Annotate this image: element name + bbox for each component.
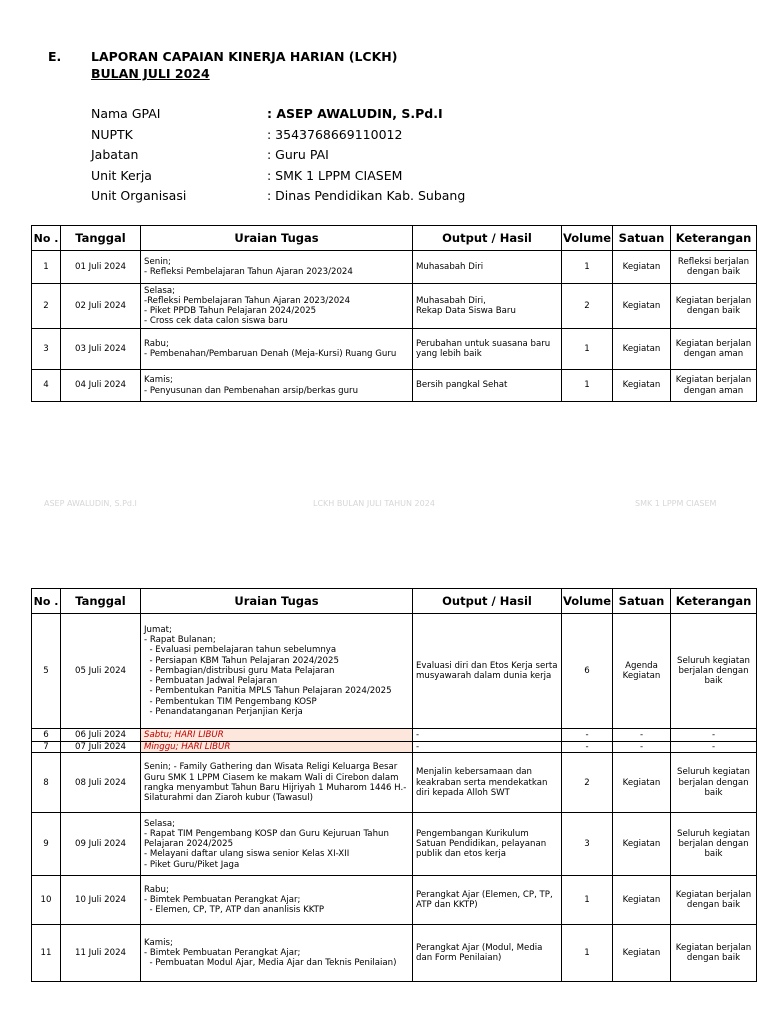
cell-tasks: Senin; - Family Gathering dan Wisata Religi Keluarga Besar Guru SMK 1 LPPM Ciasem ke makam Wali di Cirebon dalam rangka menyambut Tahun Baru Hijriyah 1 Muharom 1446 H.- Silaturahmi dan Ziaroh kubur (Tawasul) [141, 753, 413, 813]
info-value: : Guru PAI [267, 147, 329, 163]
cell-tasks: Selasa; -Refleksi Pembelajaran Tahun Ajaran 2023/2024 - Piket PPDB Tahun Pelajaran 2024/2025 - Cross cek data calon siswa baru [141, 284, 413, 329]
cell-output: Muhasabah Diri, Rekap Data Siswa Baru [413, 284, 562, 329]
cell-keterangan: Kegiatan berjalan dengan baik [671, 876, 757, 925]
cell-satuan: Kegiatan [613, 813, 671, 876]
cell-keterangan: - [671, 742, 757, 753]
col-header-volume: Volume [562, 226, 613, 251]
cell-tasks: Sabtu; HARI LIBUR [141, 729, 413, 742]
info-value: : SMK 1 LPPM CIASEM [267, 167, 403, 183]
cell-keterangan: Kegiatan berjalan dengan baik [671, 284, 757, 329]
col-header-keterangan: Keterangan [671, 589, 757, 614]
cell-date: 09 Juli 2024 [61, 813, 141, 876]
cell-satuan: Kegiatan [613, 284, 671, 329]
cell-volume: 1 [562, 370, 613, 402]
cell-no: 2 [32, 284, 61, 329]
col-header-output: Output / Hasil [413, 589, 562, 614]
report-subtitle: BULAN JULI 2024 [91, 66, 210, 81]
table-row [32, 729, 757, 742]
col-header-uraian: Uraian Tugas [141, 589, 413, 614]
table-row [32, 370, 757, 402]
cell-satuan: - [613, 742, 671, 753]
table-row [32, 753, 757, 813]
cell-keterangan: Seluruh kegiatan berjalan dengan baik [671, 813, 757, 876]
footer-title: LCKH BULAN JULI TAHUN 2024 [313, 499, 435, 508]
cell-satuan: Agenda Kegiatan [613, 614, 671, 729]
info-label: Nama GPAI [91, 106, 161, 121]
cell-output: Perubahan untuk suasana baru yang lebih baik [413, 329, 562, 370]
col-header-output: Output / Hasil [413, 226, 562, 251]
col-header-tanggal: Tanggal [61, 589, 141, 614]
cell-volume: - [562, 729, 613, 742]
col-header-keterangan: Keterangan [671, 226, 757, 251]
info-value: : Dinas Pendidikan Kab. Subang [267, 188, 466, 204]
cell-date: 08 Juli 2024 [61, 753, 141, 813]
cell-volume: 2 [562, 753, 613, 813]
cell-volume: - [562, 742, 613, 753]
cell-satuan: Kegiatan [613, 329, 671, 370]
table-row [32, 329, 757, 370]
cell-tasks: Rabu; - Pembenahan/Pembaruan Denah (Meja-Kursi) Ruang Guru [141, 329, 413, 370]
cell-keterangan: Refleksi berjalan dengan baik [671, 251, 757, 284]
cell-volume: 1 [562, 251, 613, 284]
cell-date: 10 Juli 2024 [61, 876, 141, 925]
cell-satuan: Kegiatan [613, 753, 671, 813]
table-row [32, 284, 757, 329]
cell-output: Bersih pangkal Sehat [413, 370, 562, 402]
col-header-no: No . [32, 226, 61, 251]
cell-tasks: Jumat; - Rapat Bulanan; - Evaluasi pembelajaran tahun sebelumnya - Persiapan KBM Tahun Pelajaran 2024/2025 - Pembagian/distribusi guru Mata Pelajaran - Pembuatan Jadwal Pelajaran - Pembentukan Panitia MPLS Tahun Pelajaran 2024/2025 - Pembentukan TIM Pengembang KOSP - Penandatanganan Perjanjian Kerja [141, 614, 413, 729]
col-header-satuan: Satuan [613, 226, 671, 251]
cell-output: Pengembangan Kurikulum Satuan Pendidikan, pelayanan publik dan etos kerja [413, 813, 562, 876]
cell-volume: 1 [562, 876, 613, 925]
table-row [32, 925, 757, 982]
cell-keterangan: Kegiatan berjalan dengan aman [671, 370, 757, 402]
info-label: Unit Organisasi [91, 188, 187, 204]
col-header-tanggal: Tanggal [61, 226, 141, 251]
cell-tasks: Kamis; - Penyusunan dan Pembenahan arsip/berkas guru [141, 370, 413, 402]
col-header-volume: Volume [562, 589, 613, 614]
cell-date: 02 Juli 2024 [61, 284, 141, 329]
cell-satuan: - [613, 729, 671, 742]
cell-no: 7 [32, 742, 61, 753]
cell-keterangan: Kegiatan berjalan dengan aman [671, 329, 757, 370]
cell-keterangan: Kegiatan berjalan dengan baik [671, 925, 757, 982]
cell-date: 04 Juli 2024 [61, 370, 141, 402]
table-row [32, 614, 757, 729]
info-label: NUPTK [91, 126, 133, 142]
cell-no: 8 [32, 753, 61, 813]
cell-tasks: Kamis; - Bimtek Pembuatan Perangkat Ajar; - Pembuatan Modul Ajar, Media Ajar dan Teknis Penilaian) [141, 925, 413, 982]
cell-volume: 6 [562, 614, 613, 729]
cell-volume: 1 [562, 925, 613, 982]
cell-no: 5 [32, 614, 61, 729]
table-row [32, 813, 757, 876]
cell-keterangan: Seluruh kegiatan berjalan dengan baik [671, 614, 757, 729]
info-label: Jabatan [91, 147, 139, 163]
table-row [32, 876, 757, 925]
cell-output: Perangkat Ajar (Elemen, CP, TP, ATP dan KKTP) [413, 876, 562, 925]
cell-date: 03 Juli 2024 [61, 329, 141, 370]
cell-no: 10 [32, 876, 61, 925]
cell-tasks: Minggu; HARI LIBUR [141, 742, 413, 753]
cell-tasks: Senin; - Refleksi Pembelajaran Tahun Ajaran 2023/2024 [141, 251, 413, 284]
info-label: Unit Kerja [91, 167, 152, 183]
info-value: : 3543768669110012 [267, 126, 403, 142]
cell-tasks: Rabu; - Bimtek Pembuatan Perangkat Ajar; - Elemen, CP, TP, ATP dan ananlisis KKTP [141, 876, 413, 925]
section-letter: E. [48, 49, 62, 64]
col-header-no: No . [32, 589, 61, 614]
cell-no: 6 [32, 729, 61, 742]
cell-no: 3 [32, 329, 61, 370]
cell-no: 1 [32, 251, 61, 284]
footer-school: SMK 1 LPPM CIASEM [635, 499, 717, 508]
cell-output: Muhasabah Diri [413, 251, 562, 284]
cell-output: - [413, 729, 562, 742]
cell-keterangan: Seluruh kegiatan berjalan dengan baik [671, 753, 757, 813]
activity-table-page-2 [31, 588, 757, 982]
report-title: LAPORAN CAPAIAN KINERJA HARIAN (LCKH) [91, 49, 398, 64]
cell-volume: 2 [562, 284, 613, 329]
col-header-uraian: Uraian Tugas [141, 226, 413, 251]
cell-no: 4 [32, 370, 61, 402]
cell-volume: 1 [562, 329, 613, 370]
cell-satuan: Kegiatan [613, 925, 671, 982]
cell-no: 9 [32, 813, 61, 876]
cell-keterangan: - [671, 729, 757, 742]
cell-date: 07 Juli 2024 [61, 742, 141, 753]
cell-satuan: Kegiatan [613, 876, 671, 925]
cell-output: Menjalin kebersamaan dan keakraban serta mendekatkan diri kepada Alloh SWT [413, 753, 562, 813]
cell-date: 01 Juli 2024 [61, 251, 141, 284]
table-row [32, 742, 757, 753]
table-row [32, 251, 757, 284]
activity-table-page-1 [31, 225, 757, 402]
cell-tasks: Selasa; - Rapat TIM Pengembang KOSP dan Guru Kejuruan Tahun Pelajaran 2024/2025 - Melayani daftar ulang siswa senior Kelas XI-XII - Piket Guru/Piket Jaga [141, 813, 413, 876]
col-header-satuan: Satuan [613, 589, 671, 614]
cell-volume: 3 [562, 813, 613, 876]
cell-output: Perangkat Ajar (Modul, Media dan Form Penilaian) [413, 925, 562, 982]
cell-date: 05 Juli 2024 [61, 614, 141, 729]
cell-output: Evaluasi diri dan Etos Kerja serta musyawarah dalam dunia kerja [413, 614, 562, 729]
cell-satuan: Kegiatan [613, 251, 671, 284]
cell-output: - [413, 742, 562, 753]
footer-name: ASEP AWALUDIN, S.Pd.I [44, 499, 137, 508]
cell-satuan: Kegiatan [613, 370, 671, 402]
cell-date: 11 Juli 2024 [61, 925, 141, 982]
cell-no: 11 [32, 925, 61, 982]
cell-date: 06 Juli 2024 [61, 729, 141, 742]
info-value: : ASEP AWALUDIN, S.Pd.I [267, 106, 443, 121]
